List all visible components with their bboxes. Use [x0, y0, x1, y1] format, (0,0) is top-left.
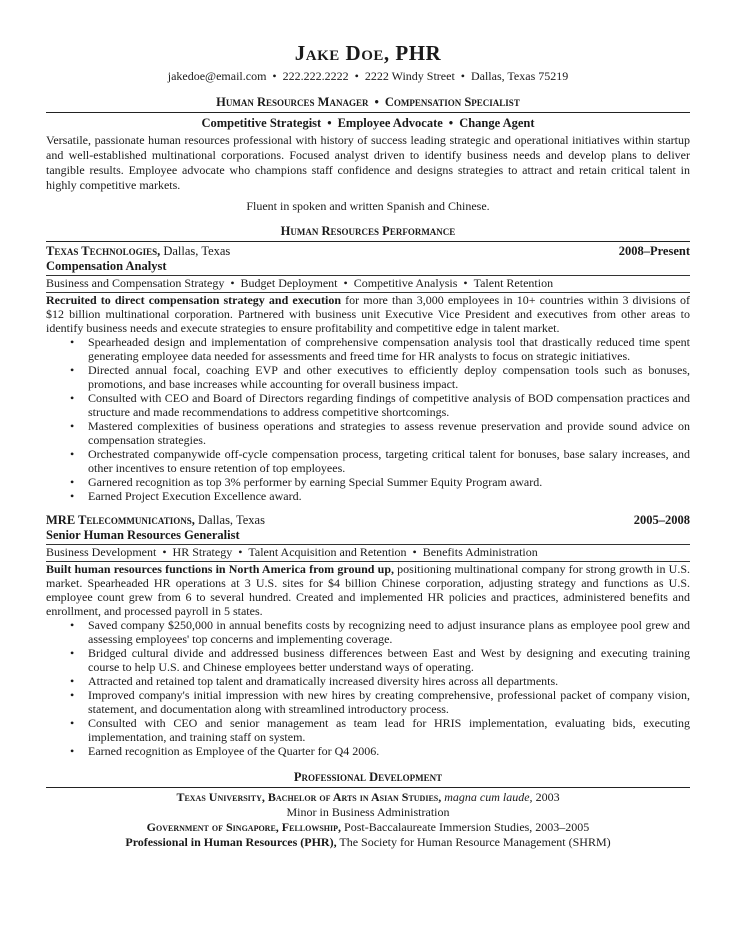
education-line	[46, 790, 690, 805]
tagline: Employee Advocate	[337, 116, 443, 130]
list-item: • Mastered complexities of business operations and strategies to assess revenue preservation and provide sound advice on compensation strategies.	[88, 419, 690, 447]
job-header	[46, 513, 690, 528]
skill: HR Strategy	[172, 545, 233, 559]
list-item: • Saved company $250,000 in annual benefits costs by recognizing need to adjust insurance plans as employee pool grew and assessing employees' top concerns and implementing coverage.	[88, 618, 690, 646]
list-item: • Consulted with CEO and senior management as team lead for HRIS implementation, evaluating bids, executing implementation, and training staff on system.	[88, 716, 690, 744]
separator: •	[448, 116, 454, 130]
divider	[46, 241, 690, 242]
contact-line	[46, 68, 690, 84]
list-item: • Garnered recognition as top 3% performer by earning Special Summer Equity Program award.	[88, 475, 690, 489]
summary-paragraph: Versatile, passionate human resources professional with history of success leading strategic and operational initiatives within startup and well-established multinational corporations. Focused analyst driven to identify business needs and develop plans to deliver tangible results. Employee advocate who champions staff confidence and designs strategies to attract and retain critical talent in highly competitive markets.	[46, 133, 690, 192]
list-item: • Spearheaded design and implementation of comprehensive compensation analysis tool that drastically reduced time spent generating employee data needed for assessments and freed time for HR analysts to focus on strategic initiatives.	[88, 335, 690, 363]
job-entry	[46, 513, 690, 758]
city-state-zip: Dallas, Texas 75219	[470, 69, 569, 83]
list-item: • Bridged cultural divide and addressed business differences between East and West by designing and executing training course to help U.S. and Chinese employees better understand ways of operating.	[88, 646, 690, 674]
tagline: Competitive Strategist	[201, 116, 322, 130]
job-intro-lead: Recruited to direct compensation strategy and execution	[46, 293, 342, 307]
job-intro-lead: Built human resources functions in North America from ground up,	[46, 562, 394, 576]
list-item: • Earned Project Execution Excellence award.	[88, 489, 690, 503]
separator: •	[162, 545, 167, 559]
skill: Business and Compensation Strategy	[46, 276, 225, 290]
separator: •	[272, 69, 277, 83]
job-entry	[46, 244, 690, 503]
education-institution: Government of Singapore, Fellowship,	[146, 820, 342, 834]
candidate-name: Jake Doe, PHR	[294, 41, 442, 65]
separator: •	[463, 276, 468, 290]
professional-titles	[46, 94, 690, 110]
phone: 222.222.2222	[282, 69, 349, 83]
education-detail: Post-Baccalaureate Immersion Studies, 2003–2005	[341, 820, 590, 834]
separator: •	[230, 276, 235, 290]
company-location: Dallas, Texas	[194, 513, 265, 527]
job-dates: 2005–2008	[633, 513, 690, 527]
education-line	[46, 820, 690, 835]
divider	[46, 787, 690, 788]
job-header	[46, 244, 690, 259]
achievement-list	[46, 618, 690, 758]
skill: Talent Acquisition and Retention	[248, 545, 407, 559]
skill: Business Development	[46, 545, 157, 559]
company-location: Dallas, Texas	[160, 244, 231, 258]
job-intro	[46, 562, 690, 618]
education-institution: Texas University, Bachelor of Arts in Asian Studies,	[176, 790, 442, 804]
separator: •	[374, 95, 379, 109]
list-item: • Directed annual focal, coaching EVP and other executives to efficiently deploy compensation tools such as bonuses, promotions, and base increases while accounting for overall business impact.	[88, 363, 690, 391]
list-item: • Orchestrated companywide off-cycle compensation process, targeting critical talent for bonuses, base salary increases, and other incentives to ensure retention of top employees.	[88, 447, 690, 475]
skill-keywords	[46, 276, 690, 290]
tagline: Change Agent	[459, 116, 535, 130]
list-item: • Attracted and retained top talent and dramatically increased diversity hires across all departments.	[88, 674, 690, 688]
job-intro	[46, 293, 690, 335]
section-heading-development: Professional Development	[293, 770, 443, 784]
resume-page	[46, 40, 690, 850]
list-item: • Consulted with CEO and Board of Directors regarding findings of competitive analysis of BOD compensation practices and structure and made recommendations to address competitive shortcomings.	[88, 391, 690, 419]
company-name: MRE Telecommunications,	[46, 513, 195, 527]
separator: •	[343, 276, 348, 290]
separator: •	[327, 116, 332, 130]
separator: •	[460, 69, 465, 83]
company-name: Texas Technologies,	[46, 244, 161, 258]
job-dates: 2008–Present	[618, 244, 690, 258]
divider	[46, 112, 690, 113]
education-detail: The Society for Human Resource Management (SHRM)	[336, 835, 611, 849]
email: jakedoe@email.com	[167, 69, 267, 83]
achievement-list	[46, 335, 690, 503]
education-honors: magna cum laude,	[441, 790, 533, 804]
education-institution: Professional in Human Resources (PHR),	[125, 835, 337, 849]
education-detail: Minor in Business Administration	[286, 805, 450, 819]
education-list	[46, 790, 690, 850]
separator: •	[412, 545, 417, 559]
education-line	[46, 805, 690, 820]
list-item: • Earned recognition as Employee of the Quarter for Q4 2006.	[88, 744, 690, 758]
skill: Talent Retention	[473, 276, 554, 290]
education-line	[46, 835, 690, 850]
street-address: 2222 Windy Street	[364, 69, 455, 83]
section-heading-performance: Human Resources Performance	[280, 224, 456, 238]
skill: Competitive Analysis	[353, 276, 458, 290]
separator: •	[354, 69, 359, 83]
job-intro-body: for more than 3,000 employees in 10+ countries within 3 divisions of $12 billion multinational corporation. Partnered with business unit Executive Vice President and executives from other areas to identify business needs and execute strategies to ensure profitability and competitive edge in talent market.	[46, 293, 691, 335]
skill: Benefits Administration	[422, 545, 538, 559]
title-primary: Human Resources Manager	[216, 95, 369, 109]
skill: Budget Deployment	[240, 276, 338, 290]
education-detail: 2003	[532, 790, 560, 804]
job-intro-body: positioning multinational company for strong growth in U.S. market. Spearheaded HR operations at 3 U.S. sites for $4 billion Chinese corporation, adjusting strategy and functions as U.S. employee count grew from 6 to several hundred. Created and implemented HR policies and practices, administered benefits and enrollment, and processed payroll in 5 states.	[46, 562, 690, 618]
job-role: Compensation Analyst	[46, 259, 167, 273]
list-item: • Improved company's initial impression with new hires by creating comprehensive, professional packet of company vision, statement, and documentation along with streamlined introductory process.	[88, 688, 690, 716]
languages-line: Fluent in spoken and written Spanish and Chinese.	[246, 199, 490, 213]
title-secondary: Compensation Specialist	[384, 95, 520, 109]
separator: •	[238, 545, 243, 559]
taglines	[46, 115, 690, 131]
skill-keywords	[46, 545, 690, 559]
job-role: Senior Human Resources Generalist	[46, 528, 240, 542]
